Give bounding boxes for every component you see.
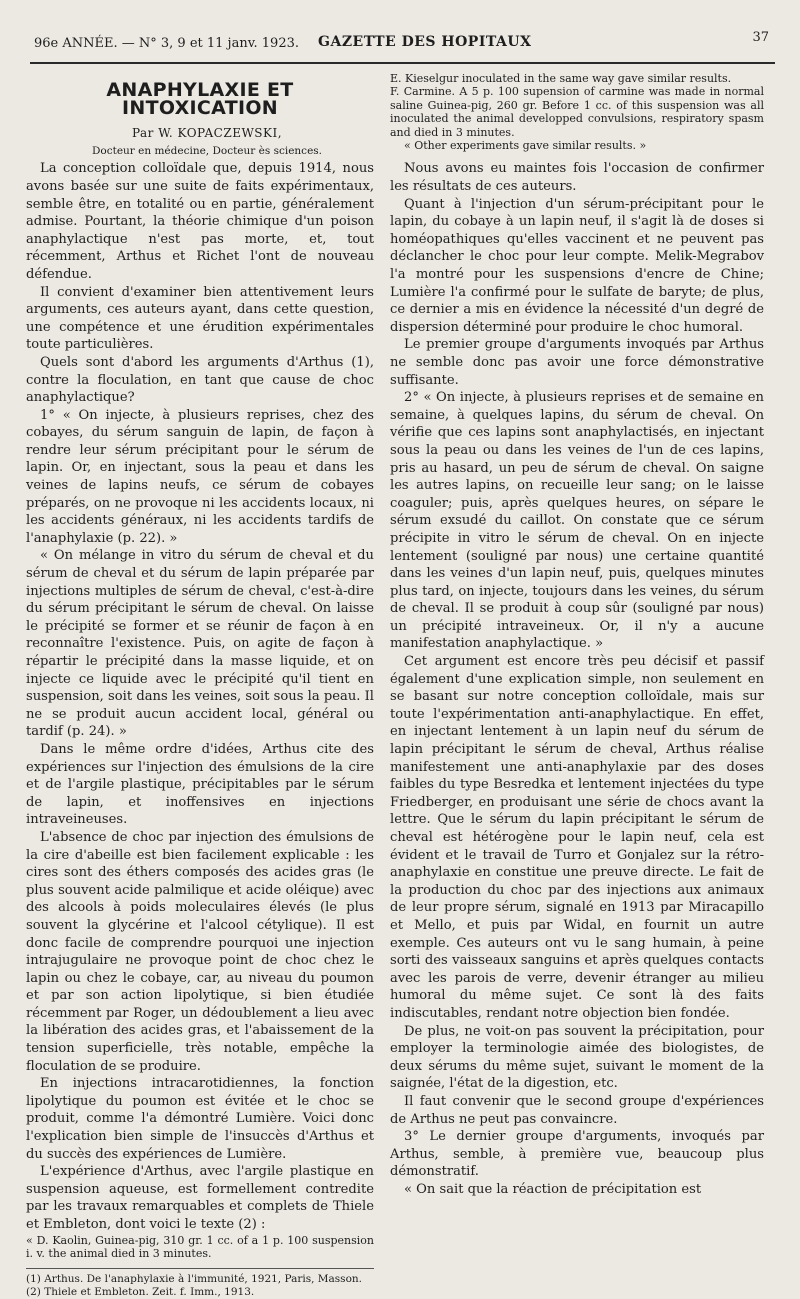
issue-info: 96e ANNÉE. — N° 3, 9 et 11 janv. 1923. <box>34 36 299 51</box>
paragraph: Nous avons eu maintes fois l'occasion de confirmer les résultats de ces auteurs. <box>390 161 764 195</box>
paragraph: En injections intracarotidiennes, la fonction lipolytique du poumon est évitée et le choc se produit, comme l'a démontré Lumière. Voici donc l'explication bien simple de l'insuccès d'Arthus et du succès des expériences de Lumière. <box>26 1076 374 1162</box>
paragraph: 3° Le dernier groupe d'arguments, invoqués par Arthus, semble, à première vue, beaucoup plus démonstratif. <box>390 1129 764 1180</box>
quote-line: « Other experiments gave similar results. » <box>404 139 647 153</box>
footnote: (2) Thiele et Embleton. Zeit. f. Imm., 1913. <box>26 1286 255 1299</box>
paragraph: « On mélange in vitro du sérum de cheval et du sérum de cheval et du sérum de lapin préparée par injections multiples de sérum de cheval, c'est-à-dire du sérum précipitant le sérum de cheval. On laisse le précipité se former et se réunir de façon à en reconnaître l'existence. Puis, on agite de façon à répartir le précipité dans la masse liquide, et on injecte ce liquide avec le précipité qu'il tient en suspension, soit dans les veines, soit sous la peau. Il ne se produit aucun accident local, général ou tardif (p. 24). » <box>26 548 374 740</box>
paragraph: L'absence de choc par injection des émulsions de la cire d'abeille est bien facilement explicable : les cires sont des éthers composés des acides gras (le plus souvent acide palmilique et acide oléique) avec des alcools à poids moleculaires élevés (le plus souvent la glycérine et l'alcool cétylique). Il est donc facile de comprendre pourquoi une injection intrajugulaire ne provoque point de choc chez le lapin ou chez le cobaye, car, au niveau du poumon et par son action lipolytique, si bien étudiée récemment par Roger, un dédoublement a lieu avec la libération des acides gras, et l'abaissement de la tension superficielle, très notable, empêche la floculation de se produire. <box>26 829 374 1074</box>
left-column <box>26 72 374 1299</box>
article-author: Par W. KOPACZEWSKI, <box>131 126 283 141</box>
paragraph: Quant à l'injection d'un sérum-précipitant pour le lapin, du cobaye à un lapin neuf, il s'agit là de doses si homéopathiques qu'elles vaccinent et ne peuvent pas déclancher le choc pour leur compte. Melik-Megrabov l'a montré pour les suspensions d'encre de Chine; Lumière l'a confirmé pour le sulfate de baryte; de plus, ce dernier a mis en évidence la nécessité d'un degré de dispersion déterminé pour produire le choc humoral. <box>390 196 764 335</box>
paragraph: De plus, ne voit-on pas souvent la précipitation, pour employer la terminologie aimée des biologistes, de deux sérums du même sujet, suivant le moment de la saignée, l'état de la digestion, etc. <box>390 1023 764 1092</box>
paragraph: 2° « On injecte, à plusieurs reprises et de semaine en semaine, à quelques lapins, du sérum de cheval. On vérifie que ces lapins sont anaphylactisés, en injectant sous la peau ou dans les veines de l'un de ces lapins, pris au hasard, un peu de sérum de cheval. On saigne les autres lapins, on recueille leur sang; on le laisse coaguler; puis, après quelques heures, on sépare le sérum exsudé du caillot. On constate que ce sérum précipite in vitro le sérum de cheval. On en injecte lentement (souligné par nous) une certaine quantité dans les veines d'un lapin neuf, puis, quelques minutes plus tard, on injecte, toujours dans les veines, du sérum de cheval. Il se produit à coup sûr (souligné par nous) un précipité intraveineux. Or, il n'y a aucune manifestation anaphylactique. » <box>390 390 764 652</box>
quote-line: E. Kieselgur inoculated in the same way gave similar results. <box>390 72 732 85</box>
quote-block <box>390 72 764 152</box>
paragraph: Il faut convenir que le second groupe d'expériences de Arthus ne peut pas convaincre. <box>390 1093 764 1127</box>
quote-line: « D. Kaolin, Guinea-pig, 310 gr. 1 cc. of a 1 p. 100 suspension i. v. the animal died in 3 minutes. <box>26 1233 374 1260</box>
paragraph: La conception colloïdale que, depuis 1914, nous avons basée sur une suite de faits expérimentaux, semble être, en totalité ou en partie, généralement admise. Pourtant, la théorie chimique d'un poison anaphylactique n'est pas morte, et, tout récemment, Arthus et Richet l'ont de nouveau défendue. <box>26 161 374 282</box>
paragraph: Quels sont d'abord les arguments d'Arthus (1), contre la floculation, en tant que cause de choc anaphylactique? <box>26 354 374 406</box>
paragraph: Le premier groupe d'arguments invoqués par Arthus ne semble donc pas avoir une force démonstrative suffisante. <box>390 337 764 388</box>
paragraph: Il convient d'examiner bien attentivement leurs arguments, ces auteurs ayant, dans cette question, une compétence et une érudition expérimentales toute particulières. <box>26 284 374 353</box>
right-column <box>390 72 764 1198</box>
journal-title: GAZETTE DES HOPITAUX <box>318 34 532 50</box>
paragraph: L'expérience d'Arthus, avec l'argile plastique en suspension aqueuse, est formellement contredite par les travaux remarquables et complets de Thiele et Embleton, dont voici le texte (2) : <box>26 1164 374 1232</box>
quote-block <box>26 1234 374 1261</box>
paragraph: 1° « On injecte, à plusieurs reprises, chez des cobayes, du sérum sanguin de lapin, de façon à rendre leur sérum précipitant pour le sérum de lapin. Or, en injectant, sous la peau et dans les veines de lapins neufs, ce sérum de cobayes préparés, on ne provoque ni les accidents locaux, ni les accidents généraux, ni les accidents tardifs de l'anaphylaxie (p. 22). » <box>26 407 374 546</box>
page-number: 37 <box>752 30 769 45</box>
author-affiliation: Docteur en médecine, Docteur ès sciences. <box>91 144 323 157</box>
footnote: (1) Arthus. De l'anaphylaxie à l'immunité, 1921, Paris, Masson. <box>26 1273 362 1286</box>
spacer <box>390 152 764 160</box>
quote-line: F. Carmine. A 5 p. 100 supension of carmine was made in normal saline Guinea-pig, 260 gr. Before 1 cc. of this suspension was all inoculated the animal developped convulsions, respiratory spasm and died in 3 minutes. <box>390 85 764 139</box>
paragraph: Dans le même ordre d'idées, Arthus cite des expériences sur l'injection des émulsions de la cire et de l'argile plastique, précipitables par le sérum de lapin, et inoffensives en injections intraveineuses. <box>26 741 374 828</box>
article-title: ANAPHYLAXIE ET INTOXICATION <box>106 79 294 119</box>
paragraph: Cet argument est encore très peu décisif et passif également d'une explication simple, non seulement en se basant sur notre conception colloïdale, mais sur toute l'expérimentation anti-anaphylactique. En effet, en injectant lentement à un lapin neuf du sérum de lapin précipitant le sérum de cheval, Arthus réalise manifestement une anti-anaphylaxie par des doses faibles du type Besredka et lentement injectées du type Friedberger, en produisant une série de chocs avant la lettre. Que le sérum du lapin précipitant le sérum de cheval est hétérogène pour le lapin neuf, cela est évident et le travail de Turro et Gonjalez sur la rétro-anaphylaxie en constitue une preuve directe. Le fait de la production du choc par des injections aux animaux de leur propre sérum, signalé en 1913 par Miracapillo et Mello, et puis par Widal, en fournit un autre exemple. Ces auteurs ont vu le sang humain, à peine sorti des vaisseaux sanguins et après quelques contacts avec les parois de verre, devenir étranger au milieu humoral du même sujet. Ce sont là des faits indiscutables, rendant notre objection bien fondée. <box>390 654 764 1021</box>
page-header <box>30 30 775 64</box>
footnotes <box>26 1268 374 1299</box>
paragraph: « On sait que la réaction de précipitation est <box>404 1181 702 1197</box>
